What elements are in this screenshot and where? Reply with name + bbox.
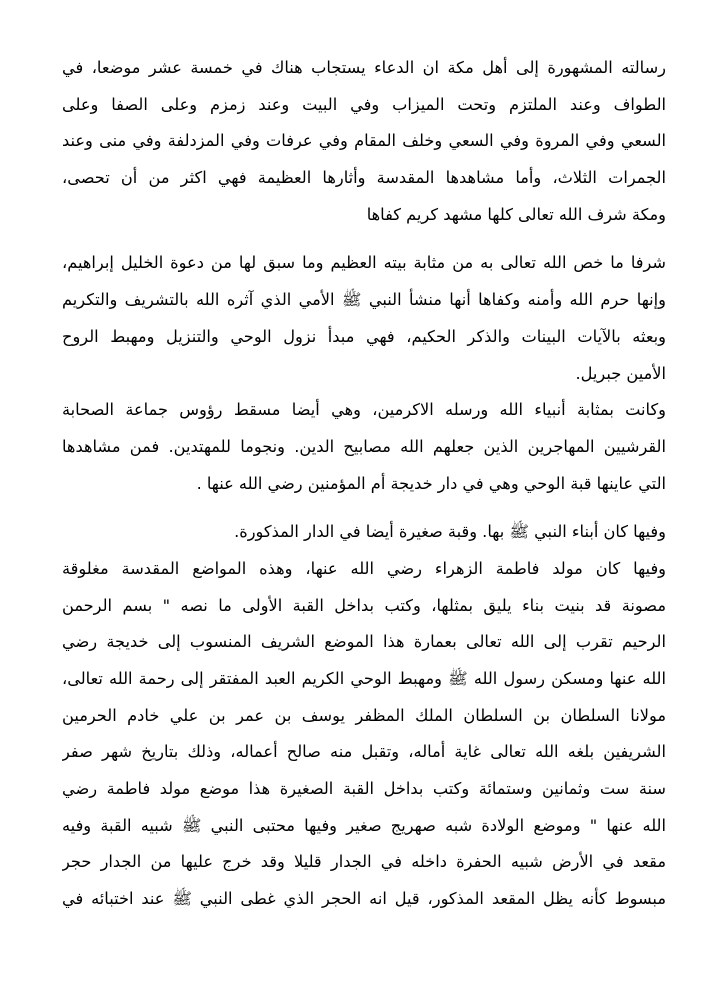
- text-line: شرفا ما خص الله تعالى به من مثابة بيته العظيم وما سبق لها من دعوة الخليل إبراهيم،: [62, 253, 666, 273]
- text-line: الطواف وعند الملتزم وتحت الميزاب وفي البيت وعند زمزم وعلى الصفا وعلى: [62, 94, 666, 114]
- text-line: الله عنها " وموضع الولادة شبه صهريج صغير وفيها محتبى النبي ﷺ شبيه القبة وفيه: [62, 815, 666, 835]
- text-line: القرشيين المهاجرين الذين جعلهم الله مصابيح الدين. ونجوما للمهتدين. فمن مشاهدها: [62, 436, 666, 456]
- text-line: الشريفين بلغه الله تعالى غاية أماله، وتقبل منه صالح أعماله، وذلك بتاريخ شهر صفر: [62, 742, 666, 762]
- text-line: الرحيم تقرب إلى الله تعالى بعمارة هذا الموضع الشريف المنسوب إلى خديجة رضي: [62, 632, 666, 652]
- text-line: الأمين جبريل.: [575, 363, 666, 383]
- paragraph-2: [62, 245, 666, 392]
- text-line: رسالته المشهورة إلى أهل مكة ان الدعاء يستجاب هناك في خمسة عشر موضعا، في: [62, 58, 666, 77]
- text-line: مصونة قد بنيت بناء يليق بمثلها، وكتب بداخل القبة الأولى ما نصه " بسم الرحمن: [62, 595, 666, 615]
- text-line: الله عنها ومسكن رسول الله ﷺ ومهبط الوحي الكريم العبد المفتقر إلى رحمة الله تعالى،: [62, 669, 666, 688]
- document-page: [62, 50, 666, 918]
- text-line: الجمرات الثلاث، وأما مشاهدها المقدسة وأثارها العظيمة فهي اكثر من أن تحصى،: [62, 168, 666, 188]
- text-line: السعي وفي المروة وفي السعي وخلف المقام وفي عرفات وفي المزدلفة وفي منى وعند: [62, 131, 666, 151]
- paragraph-gap: [62, 502, 666, 514]
- text-line: وفيها كان أبناء النبي ﷺ بها. وقبة صغيرة أيضا في الدار المذكورة.: [234, 522, 666, 542]
- paragraph-1: [62, 50, 666, 233]
- text-line: سنة ست وثمانين وستمائة وكتب بداخل القبة الصغيرة هذا موضع مولد فاطمة رضي: [62, 779, 666, 799]
- text-line: وكانت بمثابة أنبياء الله ورسله الاكرمين، وهي أيضا مسقط رؤوس جماعة الصحابة: [62, 400, 666, 420]
- paragraph-5: [62, 551, 666, 918]
- text-line: التي عاينها قبة الوحي وهي في دار خديجة أم المؤمنين رضي الله عنها .: [196, 473, 666, 493]
- paragraph-gap: [62, 233, 666, 245]
- text-line: مبسوط كأنه يظل المقعد المذكور، قيل انه الحجر الذي غطى النبي ﷺ عند اختبائه في: [62, 889, 666, 909]
- text-line: وبعثه بالآيات البينات والذكر الحكيم، فهي مبدأ نزول الوحي والتنزيل ومهبط الروح: [62, 326, 666, 346]
- text-line: وفيها كان مولد فاطمة الزهراء رضي الله عنها، وهذه المواضع المقدسة مغلوقة: [62, 558, 666, 578]
- text-line: مولانا السلطان بن السلطان الملك المظفر يوسف بن عمر بن علي خادم الحرمين: [62, 705, 666, 725]
- text-line: ومكة شرف الله تعالى كلها مشهد كريم كفاها: [366, 204, 666, 224]
- paragraph-3: [62, 392, 666, 502]
- paragraph-4: [62, 514, 666, 551]
- text-line: وإنها حرم الله وأمنه وكفاها أنها منشأ النبي ﷺ الأمي الذي آثره الله بالتشريف والتكريم: [62, 290, 666, 310]
- text-line: مقعد في الأرض شبيه الحفرة داخله في الجدار قليلا وقد خرج عليها من الجدار حجر: [62, 852, 666, 872]
